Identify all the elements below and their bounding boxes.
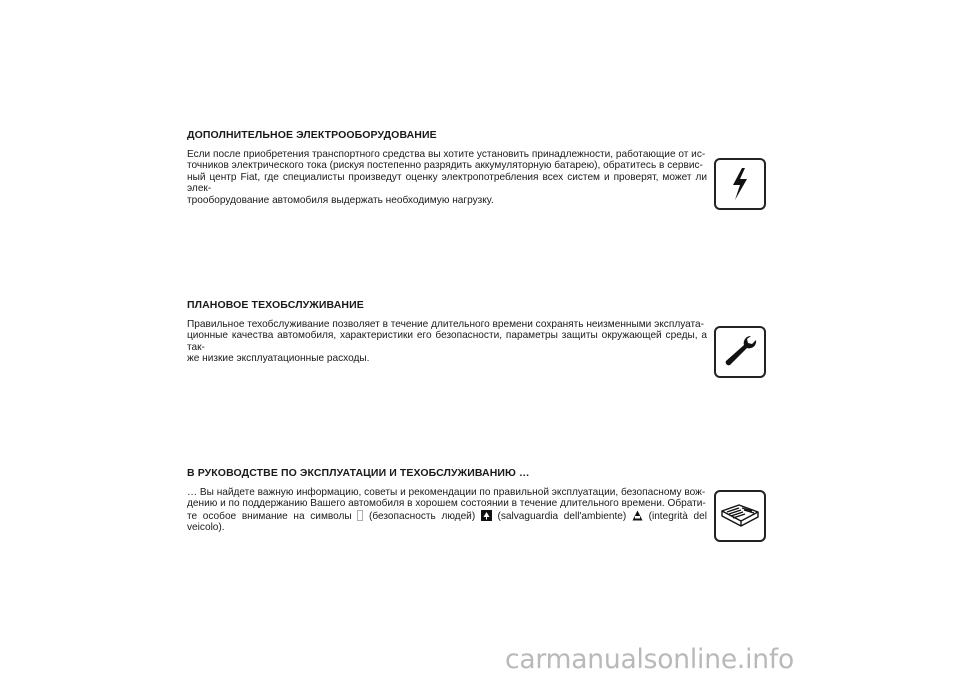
section-heading: ПЛАНОВОЕ ТЕХОБСЛУЖИВАНИЕ [187,299,364,311]
section-manual-guide [187,467,707,534]
section-body [187,319,707,365]
body-line: те особое внимание на символы [187,510,352,522]
body-line: Если после приобретения транспортного средства вы хотите установить принадлежности, работающие от ис- [187,149,706,160]
wrench-icon [714,326,766,378]
people-safety-label: (безопасность людей) [369,510,476,522]
body-line: ционные качества автомобиля, характеристики его безопасности, параметры защиты окружающей среды, а так- [187,330,707,353]
lightning-bolt-icon [714,158,766,210]
section-scheduled-maintenance [187,299,707,365]
section-heading: В РУКОВОДСТВЕ ПО ЭКСПЛУАТАЦИИ И ТЕХОБСЛУЖИВАНИЮ … [187,467,530,479]
section-heading: ДОПОЛНИТЕЛЬНОЕ ЭЛЕКТРООБОРУДОВАНИЕ [187,129,437,141]
watermark: carmanualsonline.info [505,644,795,675]
people-safety-icon [357,510,363,521]
body-line: Правильное техобслуживание позволяет в течение длительного времени сохранять неизменными эксплуата- [187,319,705,330]
environment-label: (salvaguardia dell'ambiente) [497,510,627,522]
body-line: ный центр Fiat, где специалисты произведут оценку электропотребления всех систем и проверят, может ли элек- [187,171,707,195]
body-line: … Вы найдете важную информацию, советы и рекомендации по правильной эксплуатации, безопасному вож- [187,487,706,498]
environment-icon [481,510,492,521]
section-body [187,149,707,206]
vehicle-integrity-icon [632,510,643,521]
body-line: трооборудование автомобиля выдержать необходимую нагрузку. [187,194,494,206]
section-body [187,487,707,534]
open-book-icon [714,490,766,542]
section-additional-electrical [187,129,707,206]
body-line: точников электрического тока (рискуя постепенно разрядить аккумуляторную батарею), обратитесь в сервис- [187,160,703,172]
body-line: же низкие эксплуатационные расходы. [187,353,370,365]
body-line: дению и по поддержанию Вашего автомобиля в хорошем состоянии в течение длительного времени. Обрати- [187,498,706,510]
vehicle-integrity-label: (integrità del veicolo). [187,510,707,534]
